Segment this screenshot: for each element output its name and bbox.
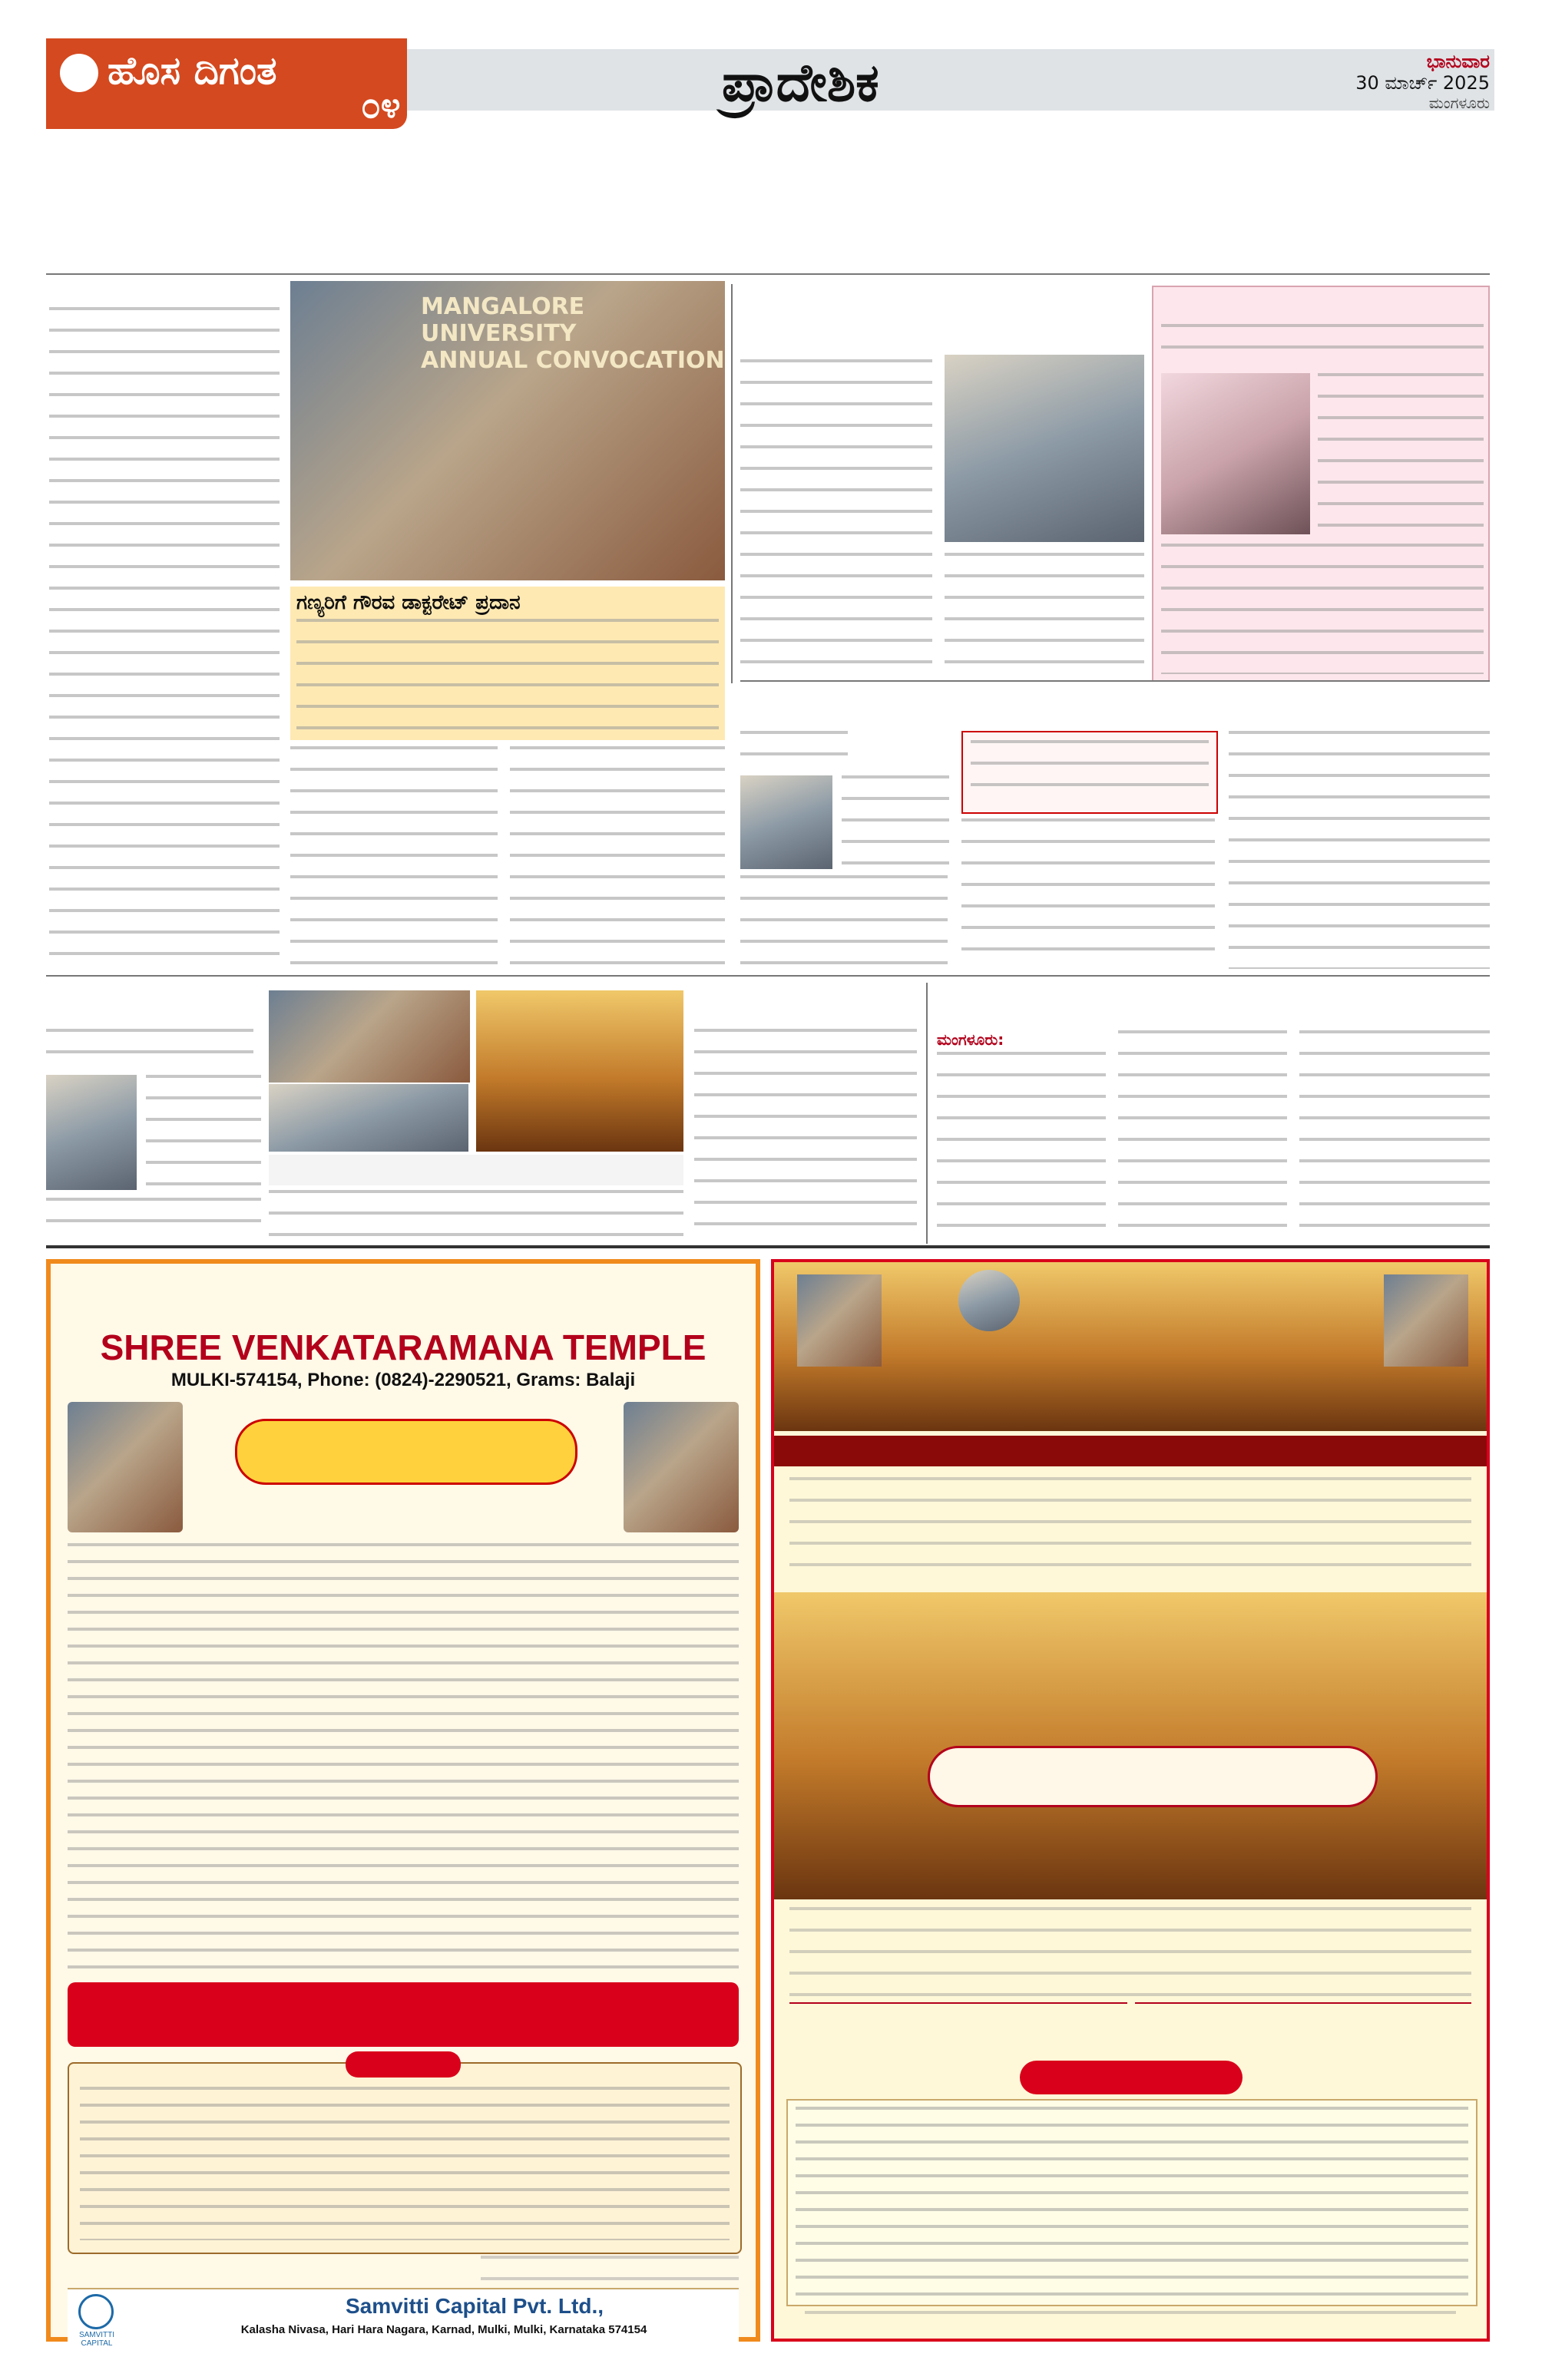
newspaper-logo	[46, 38, 407, 129]
sponsor-logo-text: SAMVITTI CAPITAL	[78, 2331, 115, 2348]
lead-body-col3	[510, 746, 725, 969]
page-number: ೦೪	[361, 84, 401, 126]
story5-body-5	[694, 1029, 917, 1241]
deity-photo-left	[797, 1274, 882, 1367]
lead-body-col1	[49, 307, 280, 967]
day: ಭಾನುವಾರ	[1426, 51, 1490, 72]
sponsor-name: Samvitti Capital Pvt. Ltd.,	[345, 2294, 604, 2318]
notice-body	[80, 2087, 730, 2240]
story3-box	[1152, 286, 1490, 682]
deity-photo-center	[958, 1270, 1020, 1331]
swamiji-photo-right	[624, 1402, 739, 1532]
temple-ad-left	[46, 1259, 760, 2348]
lead-rule	[46, 273, 1490, 275]
story3-intro	[1161, 324, 1484, 367]
programme-list	[786, 2099, 1477, 2306]
committee-left	[789, 2002, 1127, 2050]
date: 30 ಮಾರ್ಚ್ 2025	[1355, 72, 1490, 94]
story3-side-text	[1318, 373, 1484, 534]
story4-body-2	[740, 875, 948, 967]
notice-box	[68, 2062, 742, 2254]
temple-title-en: SHREE VENKATARAMANA TEMPLE	[100, 1327, 706, 1367]
masthead	[0, 0, 1542, 138]
story4-body-1	[740, 731, 848, 769]
committee-right	[1135, 2002, 1471, 2050]
story5-body-1	[46, 1029, 253, 1072]
chariot-image	[774, 1592, 1487, 1899]
story2-photo	[945, 355, 1144, 542]
lead-box	[290, 587, 725, 740]
story5-portrait	[46, 1075, 137, 1190]
ratha-banner	[928, 1746, 1378, 1807]
invitation-text	[789, 1477, 1471, 1585]
sponsor-box	[68, 2288, 739, 2348]
story5-photo-caption	[269, 1155, 683, 1185]
convocation-banner-text: MANGALORE UNIVERSITY ANNUAL CONVOCATION	[421, 293, 725, 374]
sponsor-logo-icon	[78, 2294, 114, 2329]
story3-photo	[1161, 373, 1310, 534]
story5-photo-2	[269, 1084, 468, 1152]
convocation-photo	[290, 281, 725, 580]
logo-emblem-icon	[60, 54, 98, 92]
swamiji-photo-left	[68, 1402, 183, 1532]
chariot-description	[789, 1907, 1471, 1996]
swamiji-photo	[1384, 1274, 1468, 1367]
ads-top-rule	[46, 1245, 1490, 1248]
lead-overline	[46, 146, 1490, 180]
festival-banner	[235, 1419, 577, 1485]
story3-body	[1161, 544, 1484, 674]
story6-rule	[926, 983, 928, 1244]
column-rule	[731, 284, 733, 683]
story5-body-3	[46, 1198, 261, 1241]
story4-top-rule	[740, 680, 1490, 682]
story4-body-5	[1229, 731, 1490, 969]
temple-ad-right	[771, 1259, 1490, 2342]
dateline-box	[1305, 51, 1490, 112]
story6-dateline: ಮಂಗಳೂರು:	[937, 1030, 1004, 1049]
story2-body	[740, 359, 932, 682]
story4-body-3	[842, 775, 949, 869]
story5-body-2	[146, 1075, 261, 1190]
story2-body-2	[945, 553, 1144, 682]
story6-body-3	[1299, 1030, 1490, 1241]
story5-top-rule	[46, 975, 1490, 977]
story4-body-4	[961, 818, 1215, 969]
math-subtitle-band	[774, 1436, 1487, 1466]
story4-promo-box	[961, 731, 1218, 814]
closing-line	[805, 2311, 1456, 2332]
lead-headline	[46, 184, 1490, 269]
story6-body-1	[937, 1052, 1106, 1241]
story5-photo-3	[476, 990, 683, 1152]
story5-photo-1	[269, 990, 470, 1083]
lead-box-title: ಗಣ್ಯರಿಗೆ ಗೌರವ ಡಾಕ್ಟರೇಟ್ ಪ್ರದಾನ	[296, 591, 521, 614]
programme-items	[796, 2107, 1468, 2299]
lead-box-body	[296, 619, 719, 734]
darshan-band	[68, 1982, 739, 2047]
temple-ad-body	[68, 1543, 739, 1973]
section-title: ಪ್ರಾದೇಶಿಕ	[722, 52, 879, 114]
logo-text: ಹೊಸ ದಿಗಂತ	[108, 48, 277, 93]
promo-text	[971, 740, 1209, 805]
story5-body-4	[269, 1190, 683, 1241]
story6-body-2	[1118, 1030, 1287, 1241]
story4-photo	[740, 775, 832, 869]
notice-tag	[346, 2051, 461, 2078]
sponsor-address: Kalasha Nivasa, Hari Hara Nagara, Karnad, Mulki, Mulki, Karnataka 574154	[240, 2323, 647, 2336]
edition: ಮಂಗಳೂರು	[1428, 94, 1490, 112]
temple-address: MULKI-574154, Phone: (0824)-2290521, Grams: Balaji	[170, 1370, 636, 1390]
lead-body-col2	[290, 746, 498, 969]
programme-tag	[1020, 2061, 1243, 2094]
